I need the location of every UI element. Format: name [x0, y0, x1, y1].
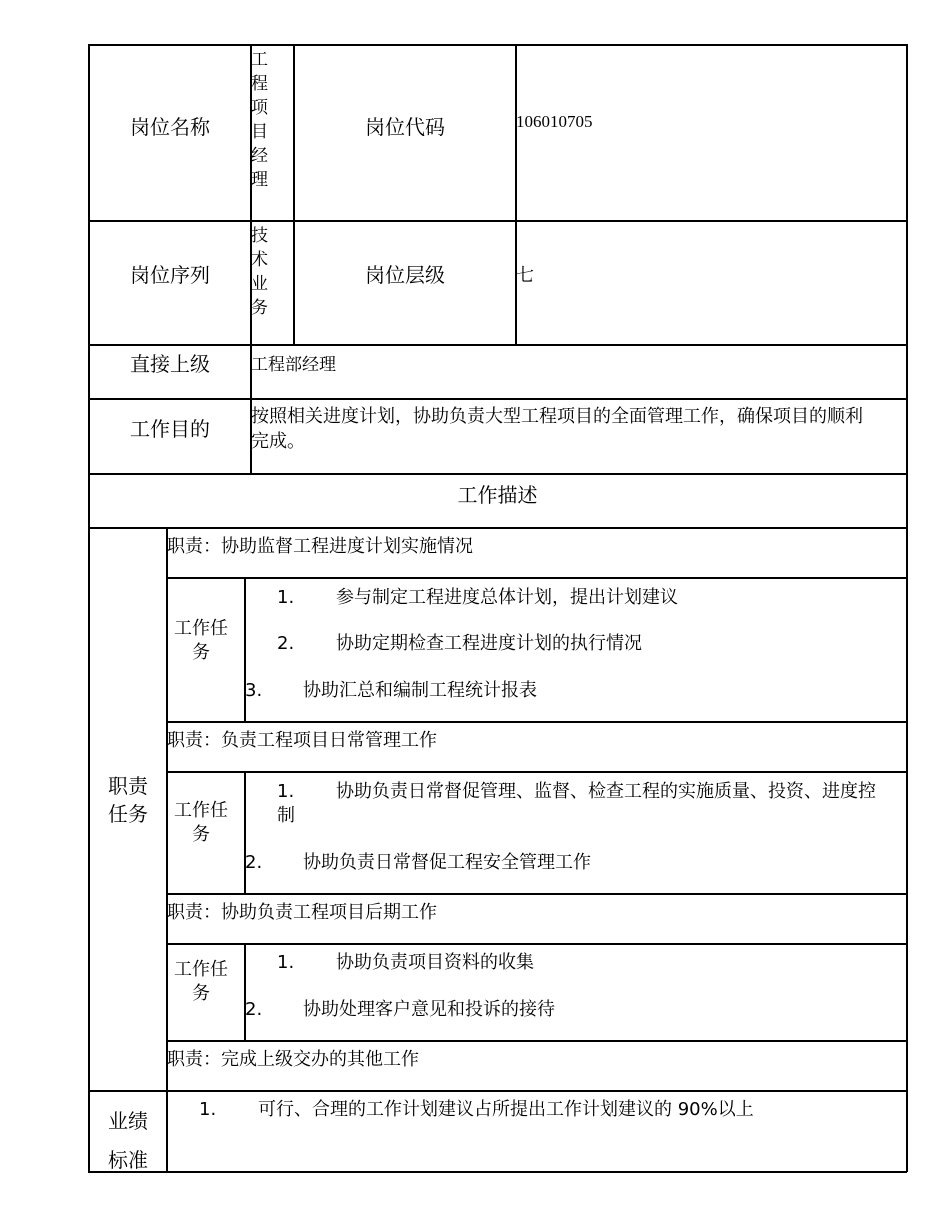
- task-item: [245, 995, 555, 1021]
- task-number: 2.: [245, 999, 263, 1020]
- task-number: 2.: [245, 852, 263, 873]
- col-divider: [244, 943, 246, 1041]
- row-divider: [166, 577, 907, 579]
- task-text: 协助汇总和编制工程统计报表: [303, 680, 537, 701]
- row-divider: [88, 527, 907, 529]
- col-divider: [244, 771, 246, 894]
- task-item: [277, 948, 534, 974]
- superior-value: 工程部经理: [251, 355, 336, 375]
- duty-title: 职责：负责工程项目日常管理工作: [167, 730, 437, 751]
- task-item: [277, 583, 678, 609]
- row-divider: [166, 1040, 907, 1042]
- position-level-label: 岗位层级: [365, 263, 445, 287]
- task-item: [245, 848, 591, 874]
- performance-label-cont: 标准: [108, 1148, 148, 1172]
- row-divider: [88, 220, 907, 222]
- performance-text: 可行、合理的工作计划建议占所提出工作计划建议的 90%以上: [258, 1099, 754, 1120]
- task-label-text: 工作任务: [174, 618, 228, 663]
- col-divider: [515, 44, 517, 345]
- table-border-left: [88, 44, 90, 1172]
- position-level-value: 七: [516, 265, 534, 286]
- superior-label: 直接上级: [130, 352, 210, 376]
- col-divider: [293, 44, 295, 345]
- position-sequence-value: 技术业务: [251, 226, 268, 318]
- purpose-label: 工作目的: [130, 417, 210, 441]
- row-divider: [88, 473, 907, 475]
- task-text: 协助负责项目资料的收集: [336, 952, 534, 973]
- task-text: 协助定期检查工程进度计划的执行情况: [336, 633, 642, 654]
- task-text: 协助处理客户意见和投诉的接待: [303, 999, 555, 1020]
- position-code-value: 106010705: [516, 112, 593, 131]
- duty-title: 职责：协助负责工程项目后期工作: [167, 902, 437, 923]
- position-name-label: 岗位名称: [130, 115, 210, 139]
- row-divider: [166, 721, 907, 723]
- purpose-text-cont: 完成。: [251, 431, 305, 452]
- task-number: 1.: [277, 587, 295, 608]
- task-text: 协助负责日常督促工程安全管理工作: [303, 852, 591, 873]
- performance-number: 1.: [199, 1099, 217, 1120]
- task-label: [168, 617, 234, 665]
- row-divider: [166, 943, 907, 945]
- row-divider: [166, 771, 907, 773]
- row-divider: [88, 344, 907, 346]
- task-label: [168, 958, 234, 1006]
- task-item: [245, 676, 537, 702]
- task-text: 参与制定工程进度总体计划，提出计划建议: [336, 587, 678, 608]
- task-number: 3.: [245, 680, 263, 701]
- task-item-cont: 制: [277, 805, 295, 826]
- task-number: 1.: [277, 781, 295, 802]
- duties-side-label: [90, 772, 166, 828]
- duties-side-label-text: 职责任务: [108, 774, 148, 826]
- task-label-text: 工作任务: [174, 800, 228, 845]
- task-text: 协助负责日常督促管理、监督、检查工程的实施质量、投资、进度控: [336, 781, 876, 802]
- performance-label: 业绩: [108, 1109, 148, 1133]
- duty-title: 职责：协助监督工程进度计划实施情况: [167, 536, 473, 557]
- task-item: [277, 777, 876, 803]
- table-border-bottom: [88, 1171, 907, 1173]
- table-border-right: [906, 44, 908, 1172]
- row-divider: [166, 893, 907, 895]
- section-title: 工作描述: [457, 483, 538, 507]
- position-sequence-label: 岗位序列: [130, 263, 210, 287]
- performance-item: [199, 1095, 754, 1121]
- task-number: 2.: [277, 633, 295, 654]
- row-divider: [88, 1090, 907, 1092]
- position-name-value: 工程项目经理: [251, 50, 268, 190]
- task-number: 1.: [277, 952, 295, 973]
- purpose-text: 按照相关进度计划，协助负责大型工程项目的全面管理工作，确保项目的顺利: [251, 406, 863, 427]
- table-border-top: [88, 44, 907, 46]
- task-label-text: 工作任务: [174, 959, 228, 1004]
- task-label: [168, 799, 234, 847]
- task-item: [277, 629, 642, 655]
- row-divider: [88, 398, 907, 400]
- duty-title: 职责：完成上级交办的其他工作: [167, 1049, 419, 1070]
- position-code-label: 岗位代码: [365, 115, 445, 139]
